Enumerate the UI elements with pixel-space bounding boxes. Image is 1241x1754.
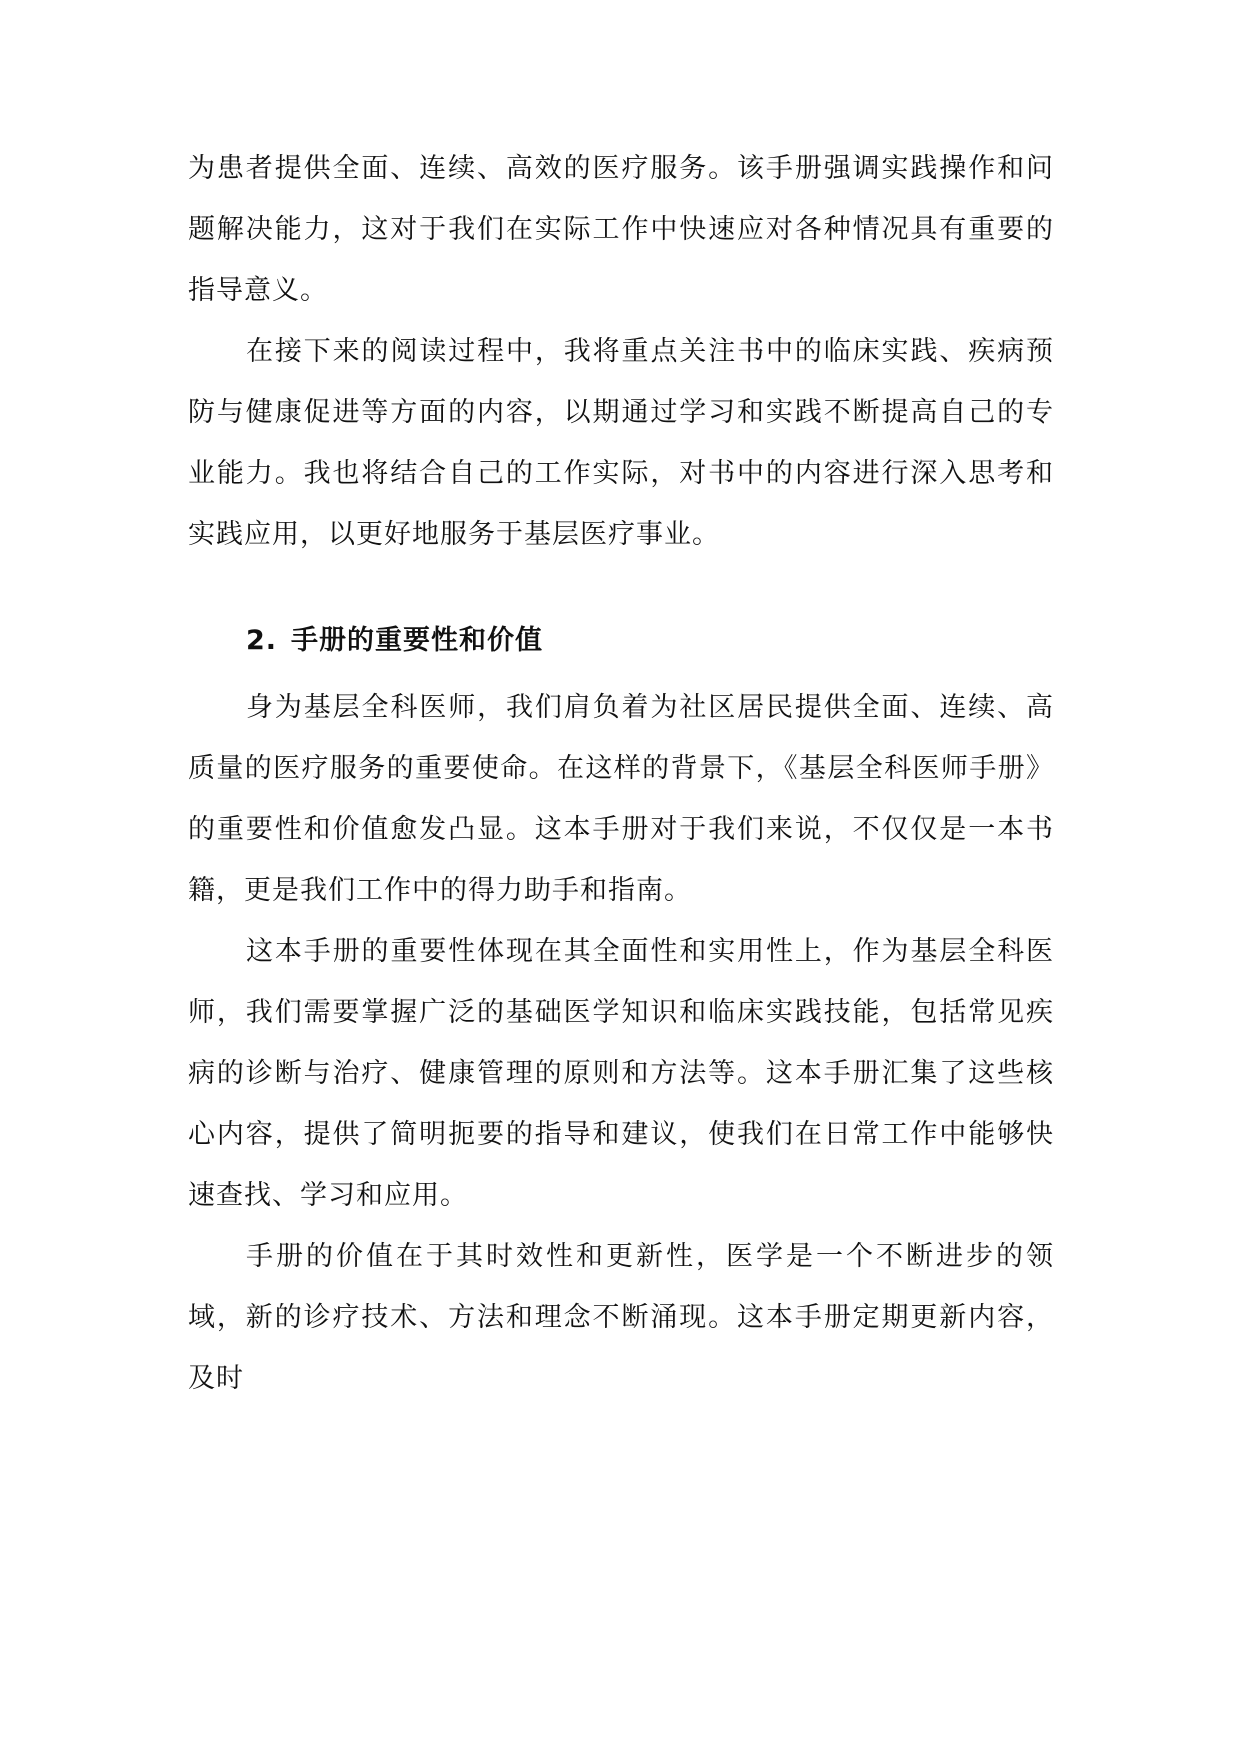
paragraph-importance: 这本手册的重要性体现在其全面性和实用性上，作为基层全科医师，我们需要掌握广泛的基础医学知识和临床实践技能，包括常见疾病的诊断与治疗、健康管理的原则和方法等。这本手册汇集了这些核心内容，提供了简明扼要的指导和建议，使我们在日常工作中能够快速查找、学习和应用。	[188, 936, 1054, 1211]
section-number: 2.	[246, 625, 278, 656]
paragraph-mission: 身为基层全科医师，我们肩负着为社区居民提供全面、连续、高质量的医疗服务的重要使命。在这样的背景下，《基层全科医师手册》的重要性和价值愈发凸显。这本手册对于我们来说，不仅仅是一本书籍，更是我们工作中的得力助手和指南。	[188, 692, 1054, 906]
section-heading	[188, 610, 1054, 671]
paragraph-reading-plan: 在接下来的阅读过程中，我将重点关注书中的临床实践、疾病预防与健康促进等方面的内容，以期通过学习和实践不断提高自己的专业能力。我也将结合自己的工作实际，对书中的内容进行深入思考和实践应用，以更好地服务于基层医疗事业。	[188, 336, 1054, 550]
paragraph-continuation: 为患者提供全面、连续、高效的医疗服务。该手册强调实践操作和问题解决能力，这对于我们在实际工作中快速应对各种情况具有重要的指导意义。	[188, 153, 1054, 306]
document-page	[188, 138, 1054, 1409]
section-title: 手册的重要性和价值	[291, 625, 544, 656]
paragraph-value: 手册的价值在于其时效性和更新性，医学是一个不断进步的领域，新的诊疗技术、方法和理念不断涌现。这本手册定期更新内容，及时	[188, 1241, 1054, 1394]
